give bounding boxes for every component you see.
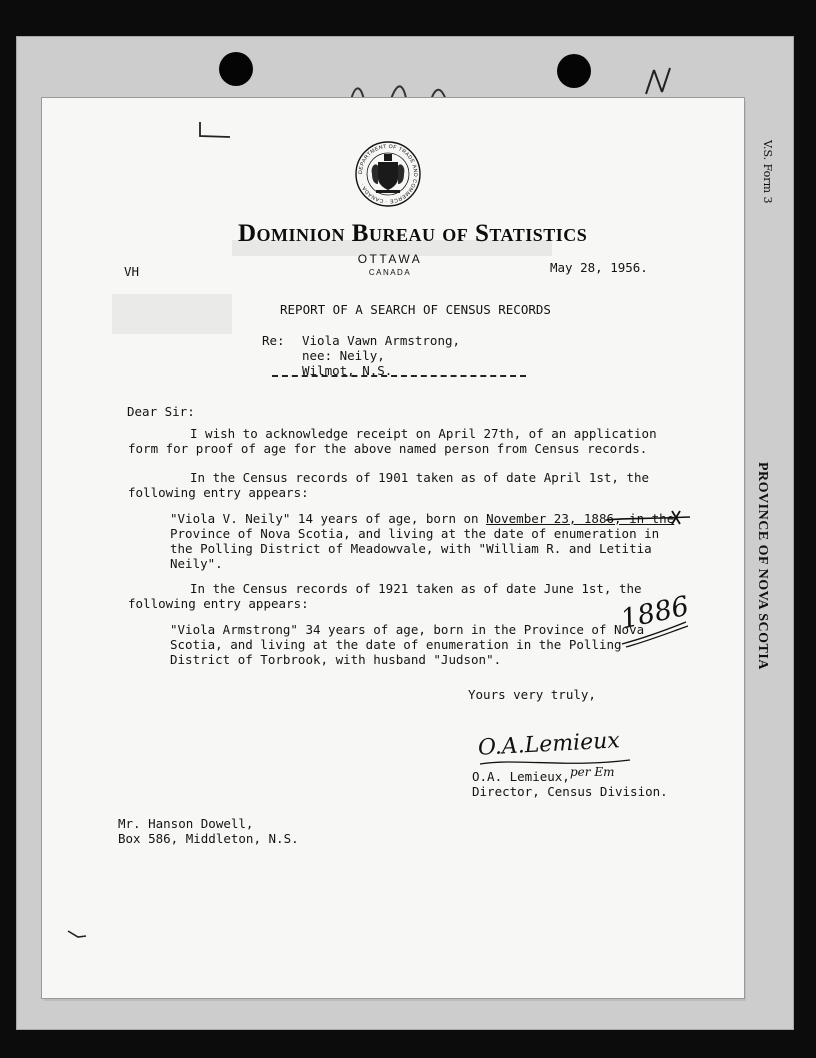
recipient-name: Mr. Hanson Dowell,	[118, 816, 254, 831]
handwritten-year: 1886	[618, 590, 692, 636]
quote1-line4: Neily".	[170, 556, 223, 571]
agency-name: Dominion Bureau of Statistics	[238, 220, 588, 247]
re-line-place: Wilmot, N.S.	[302, 363, 393, 378]
svg-text:DEPARTMENT OF TRADE AND COMMER: DEPARTMENT OF TRADE AND COMMERCE · CANADA ·	[357, 143, 419, 205]
quote2-line1: "Viola Armstrong" 34 years of age, born in the Province of Nova	[170, 622, 645, 637]
quote2-line2: Scotia, and living at the date of enumeration in the Polling	[170, 637, 622, 652]
para2-line2: following entry appears:	[128, 485, 309, 500]
signature: O.A.Lemieux	[477, 728, 621, 761]
corner-pen-mark	[640, 64, 680, 100]
hand-strike-mark	[606, 508, 696, 528]
closing: Yours very truly,	[468, 687, 596, 702]
signer-name: O.A. Lemieux,	[472, 769, 570, 784]
crest-icon	[354, 140, 422, 208]
quote1-birthdate: November 23, 1886, in the	[486, 511, 675, 526]
margin-mark	[66, 928, 88, 940]
re-line-nee: nee: Neily,	[302, 348, 385, 363]
para3-line1: In the Census records of 1921 taken as of date June 1st, the	[190, 581, 642, 596]
letter-date: May 28, 1956.	[550, 260, 648, 275]
country-name: CANADA	[368, 268, 412, 277]
quote1-line1-text: "Viola V. Neily" 14 years of age, born on	[170, 511, 487, 526]
province-label: PROVINCE OF NOVA SCOTIA	[755, 462, 770, 670]
separator-rule	[272, 375, 526, 377]
tick-mark	[196, 120, 236, 142]
signer-title: Director, Census Division.	[472, 784, 668, 799]
report-heading: REPORT OF A SEARCH OF CENSUS RECORDS	[280, 302, 551, 317]
quote1-line3: the Polling District of Meadowvale, with "William R. and Letitia	[170, 541, 652, 556]
quote2-line3: District of Torbrook, with husband "Judson".	[170, 652, 502, 667]
para3-line2: following entry appears:	[128, 596, 309, 611]
quote1-line1	[170, 511, 674, 527]
punch-hole-left	[219, 52, 253, 86]
per-initials: per Em	[570, 765, 615, 779]
punch-hole-right	[557, 54, 591, 88]
re-line-name: Viola Vawn Armstrong,	[302, 333, 461, 348]
quote1-line2: Province of Nova Scotia, and living at the date of enumeration in	[170, 526, 660, 541]
re-label: Re:	[262, 333, 285, 348]
recipient-address: Box 586, Middleton, N.S.	[118, 831, 299, 846]
form-id-label: V.S. Form 3	[761, 140, 774, 204]
salutation: Dear Sir:	[127, 404, 195, 419]
city-name: OTTAWA	[357, 252, 423, 266]
sender-initials: VH	[124, 264, 140, 279]
para2-line1: In the Census records of 1901 taken as of date April 1st, the	[190, 470, 650, 485]
para1-line1: I wish to acknowledge receipt on April 27th, of an application	[190, 426, 657, 441]
year-underline	[620, 618, 690, 648]
para1-line2: form for proof of age for the above named person from Census records.	[128, 441, 648, 456]
